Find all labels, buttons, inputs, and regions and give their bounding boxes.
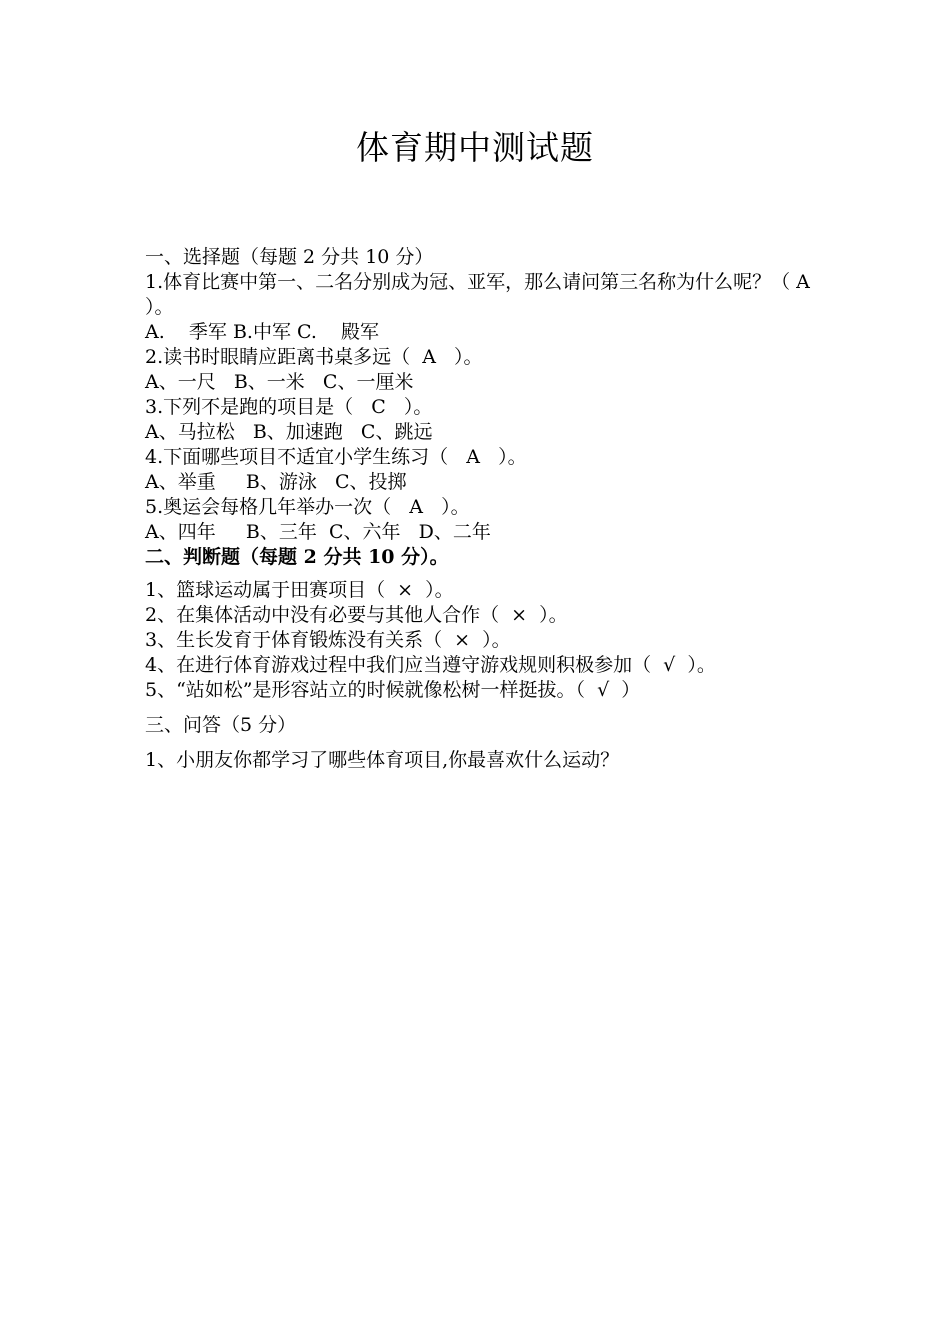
document-title: 体育期中测试题 bbox=[356, 128, 594, 167]
question-1: 1.体育比赛中第一、二名分别成为冠、亚军，那么请问第三名称为什么呢？（ A ）。 bbox=[145, 271, 810, 318]
judgement-4: 4、在进行体育游戏过程中我们应当遵守游戏规则积极参加（ √ ）。 bbox=[145, 654, 716, 676]
question-1-options: A. 季军 B.中军 C. 殿军 bbox=[145, 321, 380, 343]
section-2-heading: 二、判断题（每题 2 分共 10 分）。 bbox=[145, 546, 449, 568]
essay-question-1: 1、小朋友你都学习了哪些体育项目,你最喜欢什么运动？ bbox=[145, 749, 620, 771]
judgement-5: 5、“站如松”是形容站立的时候就像松树一样挺拔。（ √ ） bbox=[145, 679, 641, 701]
spacer bbox=[145, 570, 825, 578]
judgement-2: 2、在集体活动中没有必要与其他人合作（ × ）。 bbox=[145, 604, 568, 626]
judgement-1: 1、篮球运动属于田赛项目（ × ）。 bbox=[145, 579, 454, 601]
question-3-options: A、马拉松 B、加速跑 C、跳远 bbox=[145, 421, 433, 443]
question-3: 3.下列不是跑的项目是（ C ）。 bbox=[145, 396, 433, 418]
judgement-3: 3、生长发育于体育锻炼没有关系（ × ）。 bbox=[145, 629, 511, 651]
question-4: 4.下面哪些项目不适宜小学生练习（ A ）。 bbox=[145, 446, 527, 468]
question-2-options: A、一尺 B、一米 C、一厘米 bbox=[145, 371, 414, 393]
question-4-options: A、举重 B、游泳 C、投掷 bbox=[145, 471, 407, 493]
question-2: 2.读书时眼睛应距离书桌多远（ A ）。 bbox=[145, 346, 483, 368]
document-body bbox=[145, 245, 825, 773]
spacer bbox=[145, 738, 825, 748]
spacer bbox=[145, 703, 825, 713]
section-1-heading: 一、选择题（每题 2 分共 10 分） bbox=[145, 246, 434, 268]
section-3-heading: 三、问答（5 分） bbox=[145, 714, 297, 736]
question-5: 5.奥运会每格几年举办一次（ A ）。 bbox=[145, 496, 470, 518]
question-5-options: A、四年 B、三年 C、六年 D、二年 bbox=[145, 521, 491, 543]
